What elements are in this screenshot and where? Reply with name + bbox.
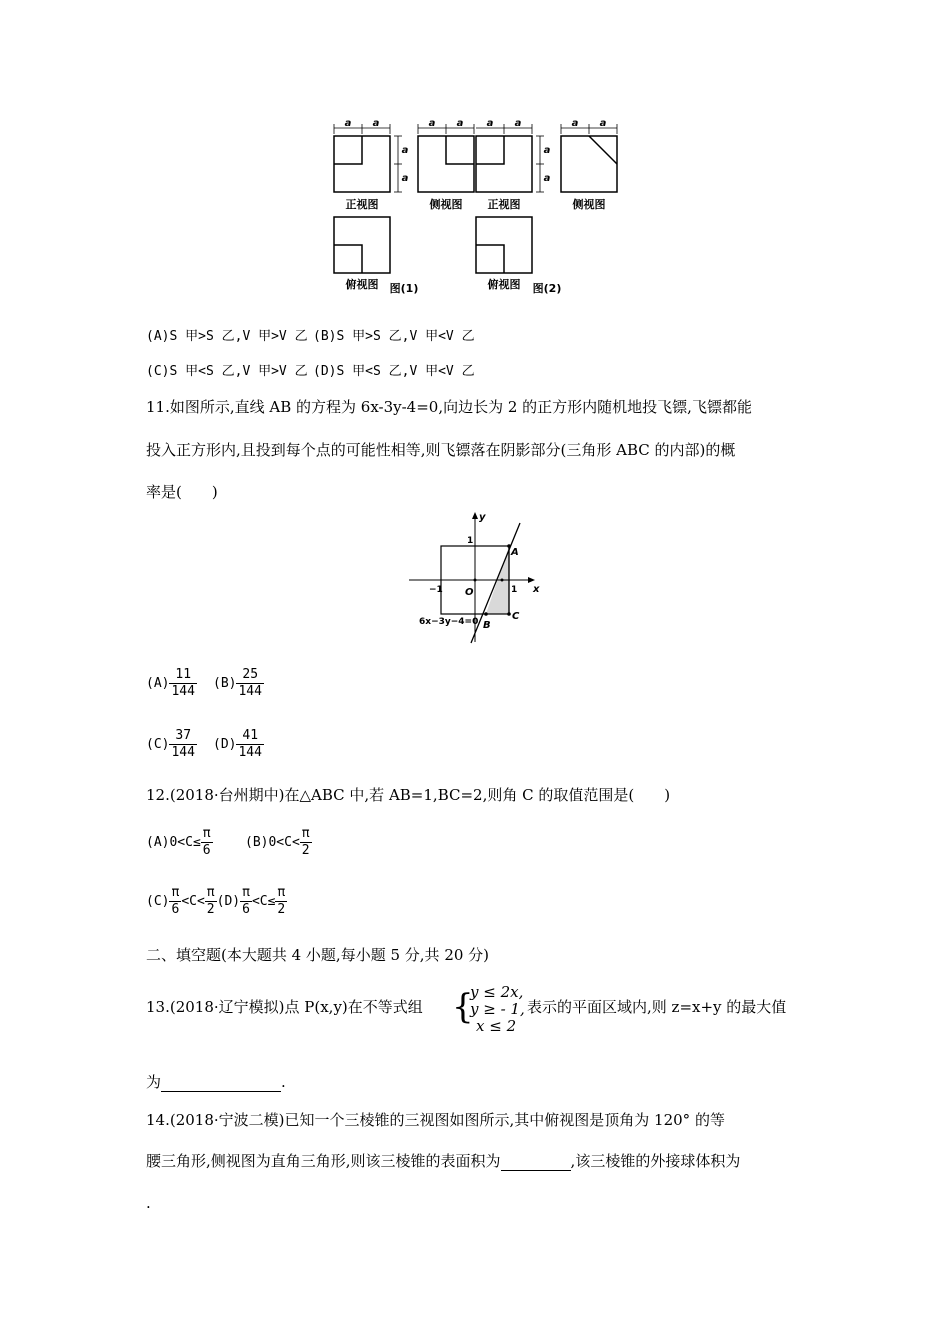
question-11-line2: 投入正方形内,且投到每个点的可能性相等,则飞镖落在阴影部分(三角形 ABC 的内部)的概	[146, 441, 736, 459]
surface-area-blank[interactable]	[501, 1154, 571, 1171]
question-13-after: 表示的平面区域内,则 z=x+y 的最大值	[527, 998, 787, 1016]
inequality-3: x ≤ 2	[476, 1017, 517, 1035]
dim-label: a	[344, 118, 352, 129]
dim-label: a	[456, 118, 464, 129]
top-view-label: 俯视图	[345, 278, 379, 291]
tick-1-y: 1	[467, 536, 474, 546]
dim-label: a	[428, 118, 436, 129]
dim-label: a	[571, 118, 579, 129]
question-13-line2: 为 .	[146, 1073, 286, 1091]
q11-option-a: (A) $\frac{11}{144}$	[146, 667, 195, 699]
line-ab	[471, 523, 520, 643]
origin-label: O	[465, 587, 474, 598]
point-a-label: A	[511, 547, 519, 558]
dartboard-figure	[405, 508, 550, 646]
point-c-label: C	[512, 611, 520, 622]
inequality-system	[470, 984, 525, 1035]
q11-option-d: (D) $\frac{41}{144}$	[213, 728, 262, 760]
question-11-line1: 11.如图所示,直线 AB 的方程为 6x-3y-4=0,向边长为 2 的正方形内随机地投飞镖,飞镖都能	[146, 398, 752, 416]
brace-icon: {	[452, 987, 474, 1027]
q12-option-b: (B)0<C< $\frac{\pi}{2}$	[245, 826, 310, 858]
dim-label: a	[514, 118, 522, 129]
front-view-label: 正视图	[487, 198, 521, 211]
tick-neg1-x: −1	[429, 585, 443, 595]
q12-option-a: (A)0<C≤ $\frac{\pi}{6}$	[146, 826, 211, 858]
option-d: (D)S 甲<S 乙,V 甲<V 乙	[313, 364, 475, 379]
question-14-line1: 14.(2018·宁波二模)已知一个三棱锥的三视图如图所示,其中俯视图是顶角为 120° 的等	[146, 1111, 725, 1129]
side-view-label: 侧视图	[429, 198, 463, 211]
option-b: (B)S 甲>S 乙,V 甲<V 乙	[313, 329, 475, 344]
question-14-line3: .	[146, 1194, 151, 1212]
dim-label: a	[401, 173, 409, 184]
q11-option-b: (B) $\frac{25}{144}$	[213, 667, 262, 699]
dim-label: a	[372, 118, 380, 129]
dim-label: a	[486, 118, 494, 129]
dim-label: a	[543, 145, 551, 156]
three-views-figure	[320, 118, 640, 303]
side-view-label: 侧视图	[572, 198, 606, 211]
question-14-line2: 腰三角形,侧视图为直角三角形,则该三棱锥的表面积为 ,该三棱锥的外接球体积为	[146, 1152, 741, 1170]
question-13-before: 13.(2018·辽宁模拟)点 P(x,y)在不等式组	[146, 998, 423, 1016]
answer-blank[interactable]	[161, 1075, 281, 1092]
fig2-label: 图(2)	[532, 282, 562, 295]
question-12-stem: 12.(2018·台州期中)在△ABC 中,若 AB=1,BC=2,则角 C 的取值范围是( )	[146, 786, 671, 804]
y-axis-label: y	[479, 512, 486, 523]
front-view-label: 正视图	[345, 198, 379, 211]
top-view-label: 俯视图	[487, 278, 521, 291]
option-a: (A)S 甲>S 乙,V 甲>V 乙	[146, 329, 308, 344]
section-heading: 二、填空题(本大题共 4 小题,每小题 5 分,共 20 分)	[146, 946, 490, 964]
dim-label: a	[401, 145, 409, 156]
dim-label: a	[599, 118, 607, 129]
question-11-line3: 率是( )	[146, 483, 218, 501]
q11-option-c: (C) $\frac{37}{144}$	[146, 728, 195, 760]
inequality-2: y ≥ - 1,	[470, 1000, 525, 1018]
inequality-1: y ≤ 2x,	[470, 983, 524, 1001]
line-equation: 6x−3y−4=0	[419, 617, 479, 627]
q12-option-c-d: (C) $\frac{\pi}{6}$ <C< $\frac{\pi}{2}$ (D) $\frac{\pi}{6}$ <C≤ $\frac{\pi}{2}$	[146, 885, 286, 917]
tick-1-x: 1	[511, 585, 518, 595]
x-axis-label: x	[533, 584, 540, 595]
fig1-label: 图(1)	[389, 282, 419, 295]
point-b-label: B	[483, 620, 491, 631]
dim-label: a	[543, 173, 551, 184]
option-c: (C)S 甲<S 乙,V 甲>V 乙	[146, 364, 308, 379]
